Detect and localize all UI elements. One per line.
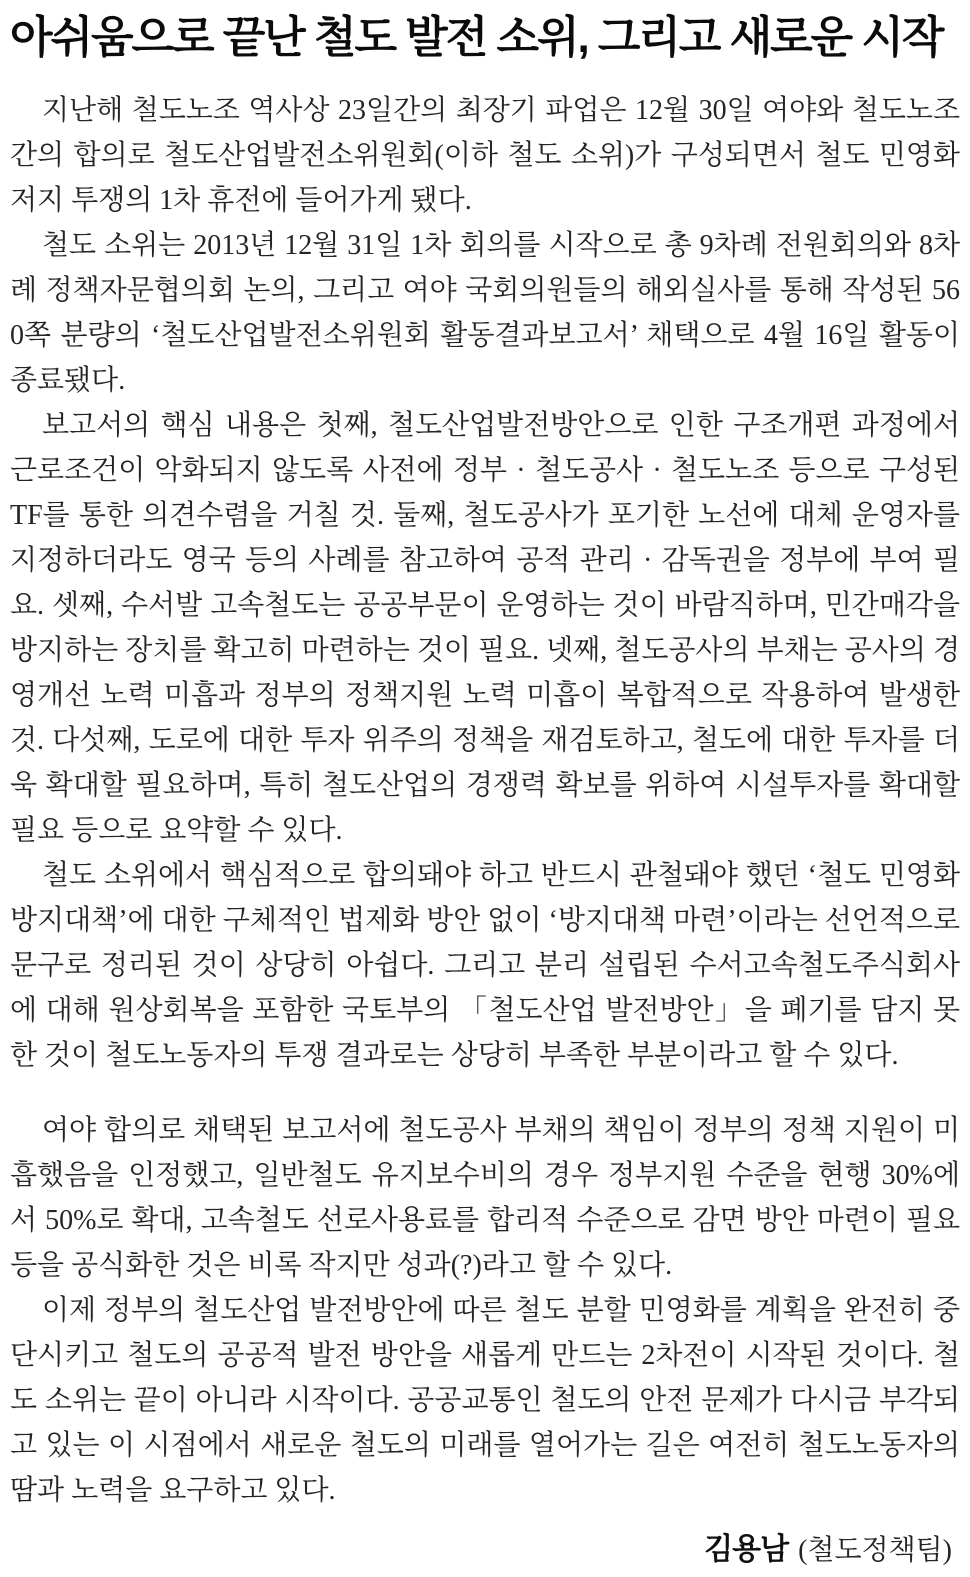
article-title: 아쉬움으로 끝난 철도 발전 소위, 그리고 새로운 시작: [10, 13, 943, 62]
article-paragraph-1: 지난해 철도노조 역사상 23일간의 최장기 파업은 12월 30일 여야와 철도노조간의 합의로 철도산업발전소위원회(이하 철도 소위)가 구성되면서 철도 민영화 저지 투쟁의 1차 휴전에 들어가게 됐다.: [10, 94, 960, 216]
byline-author: 김용남: [704, 1532, 789, 1566]
article-byline: [10, 1527, 960, 1577]
article-paragraph-2: 철도 소위는 2013년 12월 31일 1차 회의를 시작으로 총 9차례 전원회의와 8차례 정책자문협의회 논의, 그리고 여야 국회의원들의 해외실사를 통해 작성된 560쪽 분량의 ‘철도산업발전소위원회 활동결과보고서’ 채택으로 4월 16일 활동이 종료됐다.: [10, 229, 960, 396]
article-paragraph-3: 보고서의 핵심 내용은 첫째, 철도산업발전방안으로 인한 구조개편 과정에서 근로조건이 악화되지 않도록 사전에 정부 · 철도공사 · 철도노조 등으로 구성된 TF를 통한 의견수렴을 거칠 것. 둘째, 철도공사가 포기한 노선에 대체 운영자를 지정하더라도 영국 등의 사례를 참고하여 공적 관리 · 감독권을 정부에 부여 필요. 셋째, 수서발 고속철도는 공공부문이 운영하는 것이 바람직하며, 민간매각을 방지하는 장치를 확고히 마련하는 것이 필요. 넷째, 철도공사의 부채는 공사의 경영개선 노력 미흡과 정부의 정책지원 노력 미흡이 복합적으로 작용하여 발생한 것. 다섯째, 도로에 대한 투자 위주의 정책을 재검토하고, 철도에 대한 투자를 더욱 확대할 필요하며, 특히 철도산업의 경쟁력 확보를 위하여 시설투자를 확대할 필요 등으로 요약할 수 있다.: [10, 409, 960, 846]
byline-team: (철도정책팀): [798, 1534, 952, 1566]
article-paragraph-5: 여야 합의로 채택된 보고서에 철도공사 부채의 책임이 정부의 정책 지원이 미흡했음을 인정했고, 일반철도 유지보수비의 경우 정부지원 수준을 현행 30%에서 50%로 확대, 고속철도 선로사용료를 합리적 수준으로 감면 방안 마련이 필요 등을 공식화한 것은 비록 작지만 성과(?)라고 할 수 있다.: [10, 1114, 960, 1281]
article-paragraph-6: 이제 정부의 철도산업 발전방안에 따른 철도 분할 민영화를 계획을 완전히 중단시키고 철도의 공공적 발전 방안을 새롭게 만드는 2차전이 시작된 것이다. 철도 소위는 끝이 아니라 시작이다. 공공교통인 철도의 안전 문제가 다시금 부각되고 있는 이 시점에서 새로운 철도의 미래를 열어가는 길은 여전히 철도노동자의 땀과 노력을 요구하고 있다.: [10, 1294, 960, 1506]
article-paragraph-4: 철도 소위에서 핵심적으로 합의돼야 하고 반드시 관철돼야 했던 ‘철도 민영화 방지대책’에 대한 구체적인 법제화 방안 없이 ‘방지대책 마련’이라는 선언적으로 문구로 정리된 것이 상당히 아쉽다. 그리고 분리 설립된 수서고속철도주식회사에 대해 원상회복을 포함한 국토부의 「철도산업 발전방안」을 폐기를 담지 못한 것이 철도노동자의 투쟁 결과로는 상당히 부족한 부분이라고 할 수 있다.: [10, 859, 960, 1071]
